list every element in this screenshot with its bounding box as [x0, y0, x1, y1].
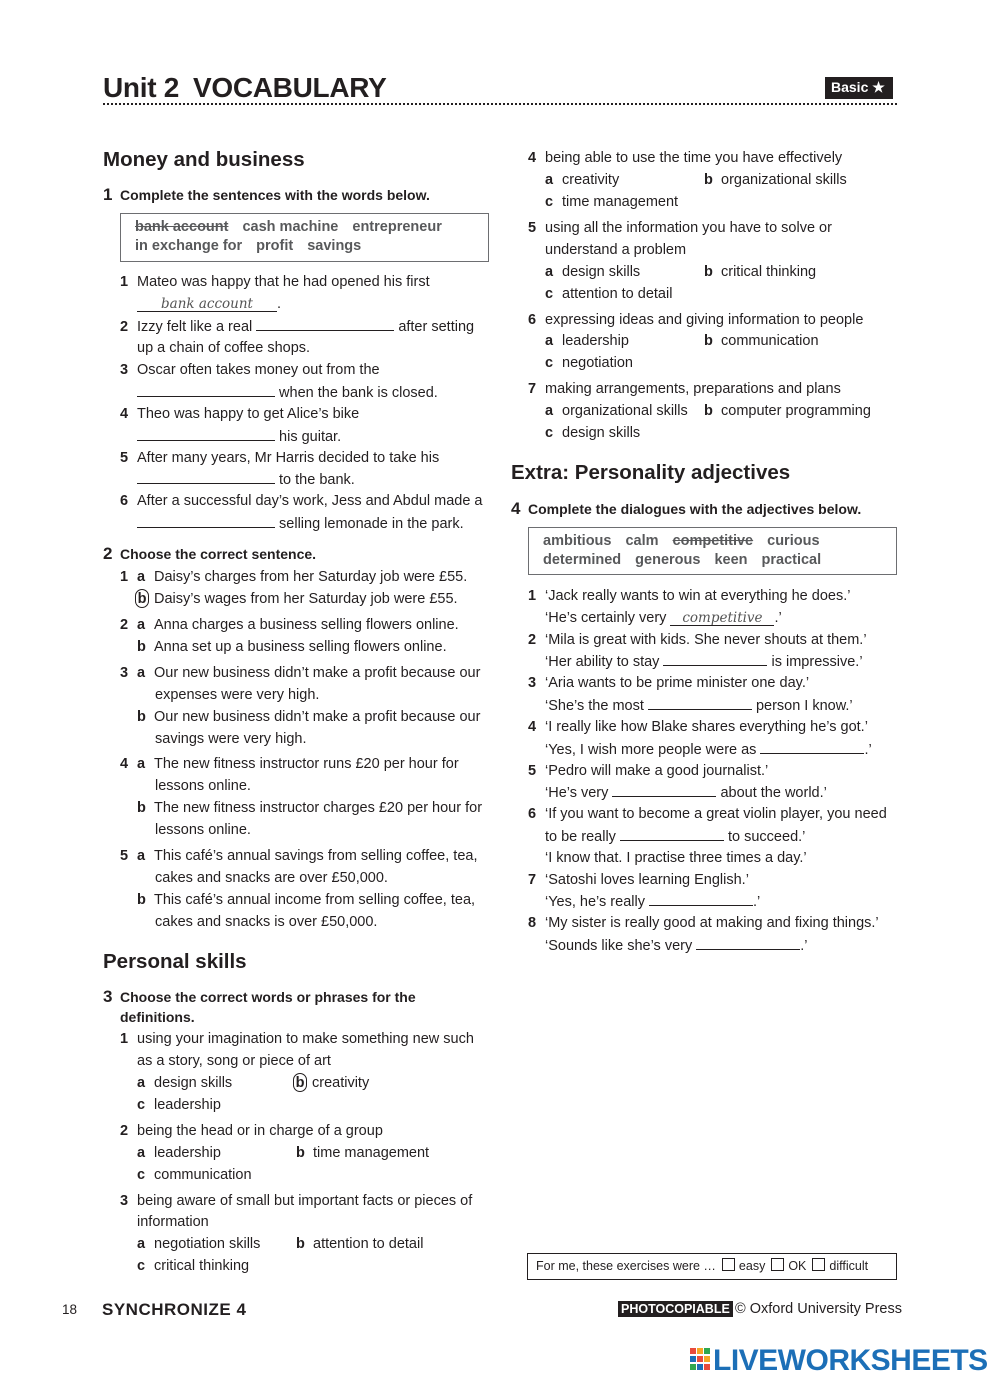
brand-logo: SYNCHRONIZE 4 — [102, 1300, 247, 1319]
watermark-logo: LIVEWORKSHEETS — [690, 1344, 988, 1378]
header-divider — [103, 103, 897, 105]
exercise-3-instruction: 3 Choose the correct words or phrases for the definitions. — [103, 987, 416, 1025]
ex2-item-5b[interactable]: b This café’s annual income from selling coffee, tea, — [137, 892, 476, 908]
checkbox-easy[interactable] — [722, 1258, 735, 1271]
checkbox-ok[interactable] — [771, 1258, 784, 1271]
publisher-credit: © Oxford University Press — [735, 1301, 902, 1317]
ex4-blank-3[interactable] — [648, 694, 752, 710]
ex1-blank-6[interactable] — [137, 512, 275, 528]
ex3-item-3: 3 being aware of small but important facts or pieces of — [120, 1193, 473, 1209]
circled-answer: b — [135, 589, 149, 608]
ex3-3-option-a[interactable]: a negotiation skills — [137, 1236, 261, 1252]
ex3-5-option-b[interactable]: b critical thinking — [704, 264, 817, 280]
ex1-blank-2[interactable] — [256, 315, 394, 331]
ex1-item-4: 4 Theo was happy to get Alice’s bike — [120, 406, 360, 422]
ex2-item-4a[interactable]: 4 a The new fitness instructor runs £20 per hour for — [120, 756, 459, 772]
section-heading-money: Money and business — [103, 148, 305, 171]
ex2-item-1a[interactable]: 1 a Daisy’s charges from her Saturday job were £55. — [120, 569, 468, 585]
ex4-item-6: 6 ‘If you want to become a great violin player, you need — [528, 806, 887, 822]
ex3-item-1: 1 using your imagination to make something new such — [120, 1031, 474, 1047]
exercise-1-instruction: 1 Complete the sentences with the words below. — [103, 185, 430, 204]
ex4-item-7: 7 ‘Satoshi loves learning English.’ — [528, 872, 749, 888]
ex3-item-5: 5 using all the information you have to solve or — [528, 220, 832, 236]
ex3-4-option-c[interactable]: c time management — [545, 194, 679, 210]
ex4-blank-7[interactable] — [649, 890, 753, 906]
ex3-2-option-c[interactable]: c communication — [137, 1167, 252, 1183]
ex3-5-option-a[interactable]: a design skills — [545, 264, 641, 280]
ex3-2-option-a[interactable]: a leadership — [137, 1145, 221, 1161]
ex1-item-2: 2 Izzy felt like a real after setting — [120, 315, 474, 338]
ex4-blank-8[interactable] — [696, 934, 800, 950]
ex1-item-5: 5 After many years, Mr Harris decided to take his — [120, 450, 440, 466]
ex4-blank-5[interactable] — [612, 781, 716, 797]
ex1-blank-5[interactable] — [137, 468, 275, 484]
ex1-blank-3[interactable] — [137, 381, 275, 397]
ex3-item-7: 7 making arrangements, preparations and plans — [528, 381, 841, 397]
ex4-blank-4[interactable] — [760, 738, 864, 754]
ex4-item-8: 8 ‘My sister is really good at making and fixing things.’ — [528, 915, 879, 931]
ex3-5-option-c[interactable]: c attention to detail — [545, 286, 673, 302]
ex2-item-1b[interactable]: b Daisy’s wages from her Saturday job were £55. — [137, 588, 458, 610]
ex2-item-2a[interactable]: 2 a Anna charges a business selling flowers online. — [120, 617, 459, 633]
ex2-item-5a[interactable]: 5 a This café’s annual savings from selling coffee, tea, — [120, 848, 478, 864]
ex4-item-1: 1 ‘Jack really wants to win at everything he does.’ — [528, 588, 851, 604]
ex1-item-6: 6 After a successful day’s work, Jess and Abdul made a — [120, 493, 483, 509]
ex3-6-option-b[interactable]: b communication — [704, 333, 819, 349]
checkbox-difficult[interactable] — [812, 1258, 825, 1271]
ex3-item-6: 6 expressing ideas and giving information to people — [528, 312, 864, 328]
ex3-7-option-a[interactable]: a organizational skills — [545, 403, 688, 419]
ex2-item-3a[interactable]: 3 a Our new business didn’t make a profit because our — [120, 665, 481, 681]
photocopiable-badge: PHOTOCOPIABLE — [618, 1301, 733, 1317]
ex2-item-4b[interactable]: b The new fitness instructor charges £20 per hour for — [137, 800, 483, 816]
page-title: Unit 2 VOCABULARY — [103, 72, 387, 103]
ex4-item-3: 3 ‘Aria wants to be prime minister one day.’ — [528, 675, 810, 691]
ex2-item-3b[interactable]: b Our new business didn’t make a profit because our — [137, 709, 481, 725]
page-number: 18 — [62, 1302, 78, 1317]
section-heading-skills: Personal skills — [103, 950, 247, 973]
word-box-1: bank account cash machine entrepreneur in exchange for profit savings — [120, 213, 489, 262]
ex3-1-option-a[interactable]: a design skills — [137, 1075, 233, 1091]
level-badge: Basic ★ — [825, 77, 893, 99]
ex3-item-2: 2 being the head or in charge of a group — [120, 1123, 383, 1139]
ex4-item-5: 5 ‘Pedro will make a good journalist.’ — [528, 763, 769, 779]
ex4-item-4: 4 ‘I really like how Blake shares everything he’s got.’ — [528, 719, 868, 735]
ex3-3-option-b[interactable]: b attention to detail — [296, 1236, 424, 1252]
ex3-3-option-c[interactable]: c critical thinking — [137, 1258, 250, 1274]
ex3-item-4: 4 being able to use the time you have effectively — [528, 150, 843, 166]
exercise-2-instruction: 2 Choose the correct sentence. — [103, 544, 317, 563]
ex3-4-option-a[interactable]: a creativity — [545, 172, 620, 188]
ex1-answer-1[interactable]: bank account — [137, 296, 277, 312]
ex3-1-option-b[interactable]: b creativity — [295, 1072, 369, 1094]
ex3-4-option-b[interactable]: b organizational skills — [704, 172, 847, 188]
ex2-item-2b[interactable]: b Anna set up a business selling flowers online. — [137, 639, 447, 655]
word-box-4: ambitious calm competitive curious determined generous keen practical — [528, 527, 897, 575]
ex1-blank-4[interactable] — [137, 425, 275, 441]
ex3-6-option-c[interactable]: c negotiation — [545, 355, 633, 371]
ex3-1-option-c[interactable]: c leadership — [137, 1097, 221, 1113]
ex3-2-option-b[interactable]: b time management — [296, 1145, 430, 1161]
ex3-6-option-a[interactable]: a leadership — [545, 333, 629, 349]
ex3-7-option-b[interactable]: b computer programming — [704, 403, 871, 419]
ex1-item-3: 3 Oscar often takes money out from the — [120, 362, 380, 378]
ex4-item-2: 2 ‘Mila is great with kids. She never shouts at them.’ — [528, 632, 867, 648]
ex4-blank-2[interactable] — [663, 650, 767, 666]
feedback-box: For me, these exercises were … easy OK difficult — [527, 1253, 897, 1280]
ex3-7-option-c[interactable]: c design skills — [545, 425, 641, 441]
circled-answer: b — [293, 1073, 307, 1092]
exercise-4-instruction: 4 Complete the dialogues with the adjectives below. — [511, 499, 862, 518]
ex4-blank-6[interactable] — [620, 825, 724, 841]
liveworksheets-icon — [690, 1346, 710, 1370]
ex4-answer-1[interactable]: competitive — [670, 610, 774, 626]
section-heading-extra: Extra: Personality adjectives — [511, 461, 791, 484]
ex1-item-1: 1 Mateo was happy that he had opened his first — [120, 274, 430, 290]
